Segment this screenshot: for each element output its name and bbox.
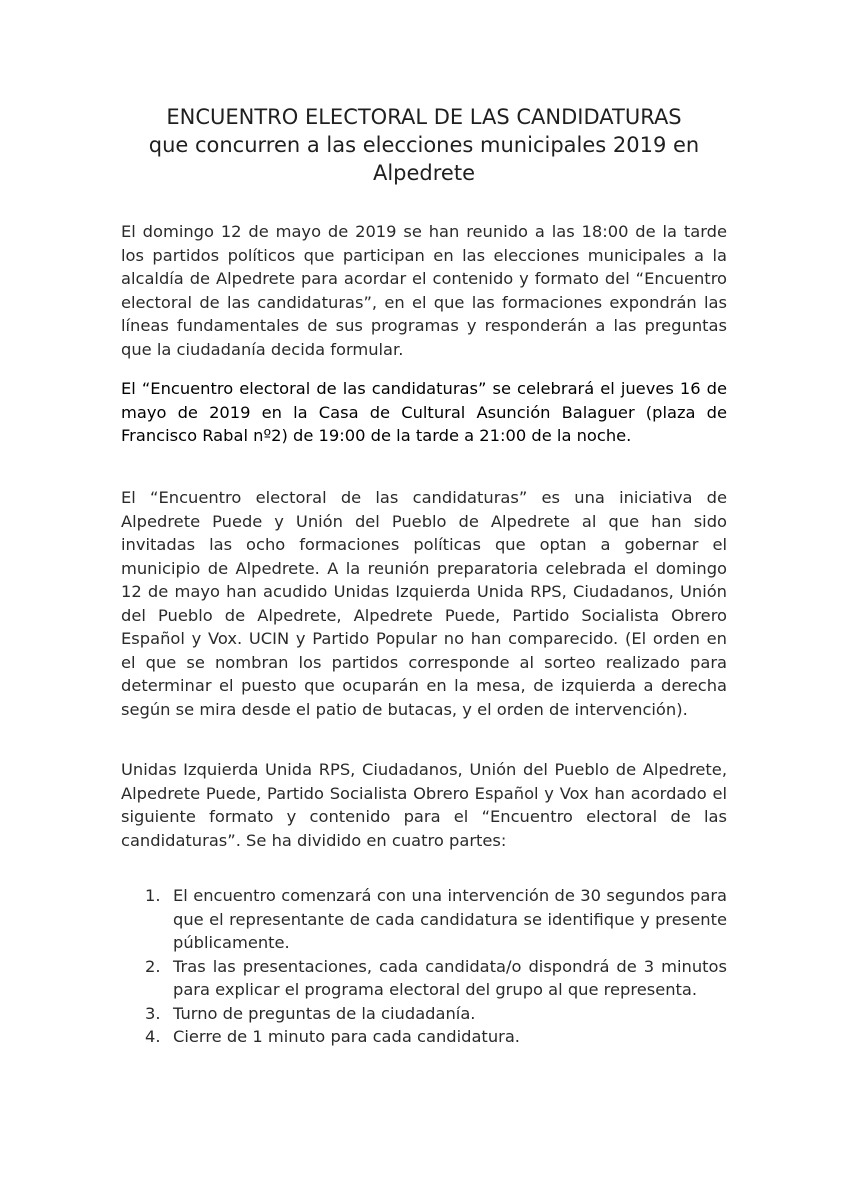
list-item-number: 2. — [145, 956, 161, 976]
list-item-text: Cierre de 1 minuto para cada candidatura. — [173, 1027, 520, 1046]
title-line-2: que concurren a las elecciones municipales 2019 en — [148, 133, 700, 157]
list-item-number: 3. — [145, 1003, 161, 1023]
list-item — [121, 1025, 727, 1049]
paragraph-initiative-description: El “Encuentro electoral de las candidaturas” es una iniciativa de Alpedrete Puede y Unión del Pueblo de Alpedrete al que han sido invitadas las ocho formaciones políticas que optan a gobernar el municipio de Alpedrete. A la reunión preparatoria celebrada el domingo 12 de mayo han acudido Unidas Izquierda Unida RPS, Ciudadanos, Unión del Pueblo de Alpedrete, Alpedrete Puede, Partido Socialista Obrero Español y Vox. UCIN y Partido Popular no han comparecido. (El orden en el que se nombran los partidos corresponde al sorteo realizado para determinar el puesto que ocuparán en la mesa, de izquierda a derecha según se mira desde el patio de butacas, y el orden de intervención). — [121, 488, 727, 719]
paragraph-meeting-summary: El domingo 12 de mayo de 2019 se han reunido a las 18:00 de la tarde los partidos políticos que participan en las elecciones municipales a la alcaldía de Alpedrete para acordar el contenido y formato del “Encuentro electoral de las candidaturas”, en el que las formaciones expondrán las líneas fundamentales de sus programas y responderán a las preguntas que la ciudadanía decida formular. — [121, 222, 727, 359]
document-title — [110, 103, 738, 187]
list-item-text: Tras las presentaciones, cada candidata/o dispondrá de 3 minutos para explicar el programa electoral del grupo al que representa. — [173, 956, 727, 999]
title-line-3: Alpedrete — [372, 161, 476, 185]
list-item — [121, 955, 727, 1002]
list-item-text: Turno de preguntas de la ciudadanía. — [173, 1003, 476, 1023]
title-line-1: ENCUENTRO ELECTORAL DE LAS CANDIDATURAS — [166, 105, 682, 129]
list-item — [121, 884, 727, 955]
list-item — [121, 1002, 727, 1026]
list-item-text: El encuentro comenzará con una intervención de 30 segundos para que el representante de cada candidatura se identifique y presente públicamente. — [173, 886, 727, 952]
list-item-number: 1. — [145, 886, 161, 905]
paragraph-event-date-location: El “Encuentro electoral de las candidaturas” se celebrará el jueves 16 de mayo de 2019 en la Casa de Cultural Asunción Balaguer (plaza de Francisco Rabal nº2) de 19:00 de la tarde a 21:00 de la noche. — [121, 379, 727, 445]
list-item-number: 4. — [145, 1027, 161, 1046]
event-parts-list — [121, 884, 727, 1049]
paragraph-format-agreement: Unidas Izquierda Unida RPS, Ciudadanos, Unión del Pueblo de Alpedrete, Alpedrete Puede, Partido Socialista Obrero Español y Vox han acordado el siguiente formato y contenido para el “Encuentro electoral de las candidaturas”. Se ha dividido en cuatro partes: — [121, 760, 727, 850]
